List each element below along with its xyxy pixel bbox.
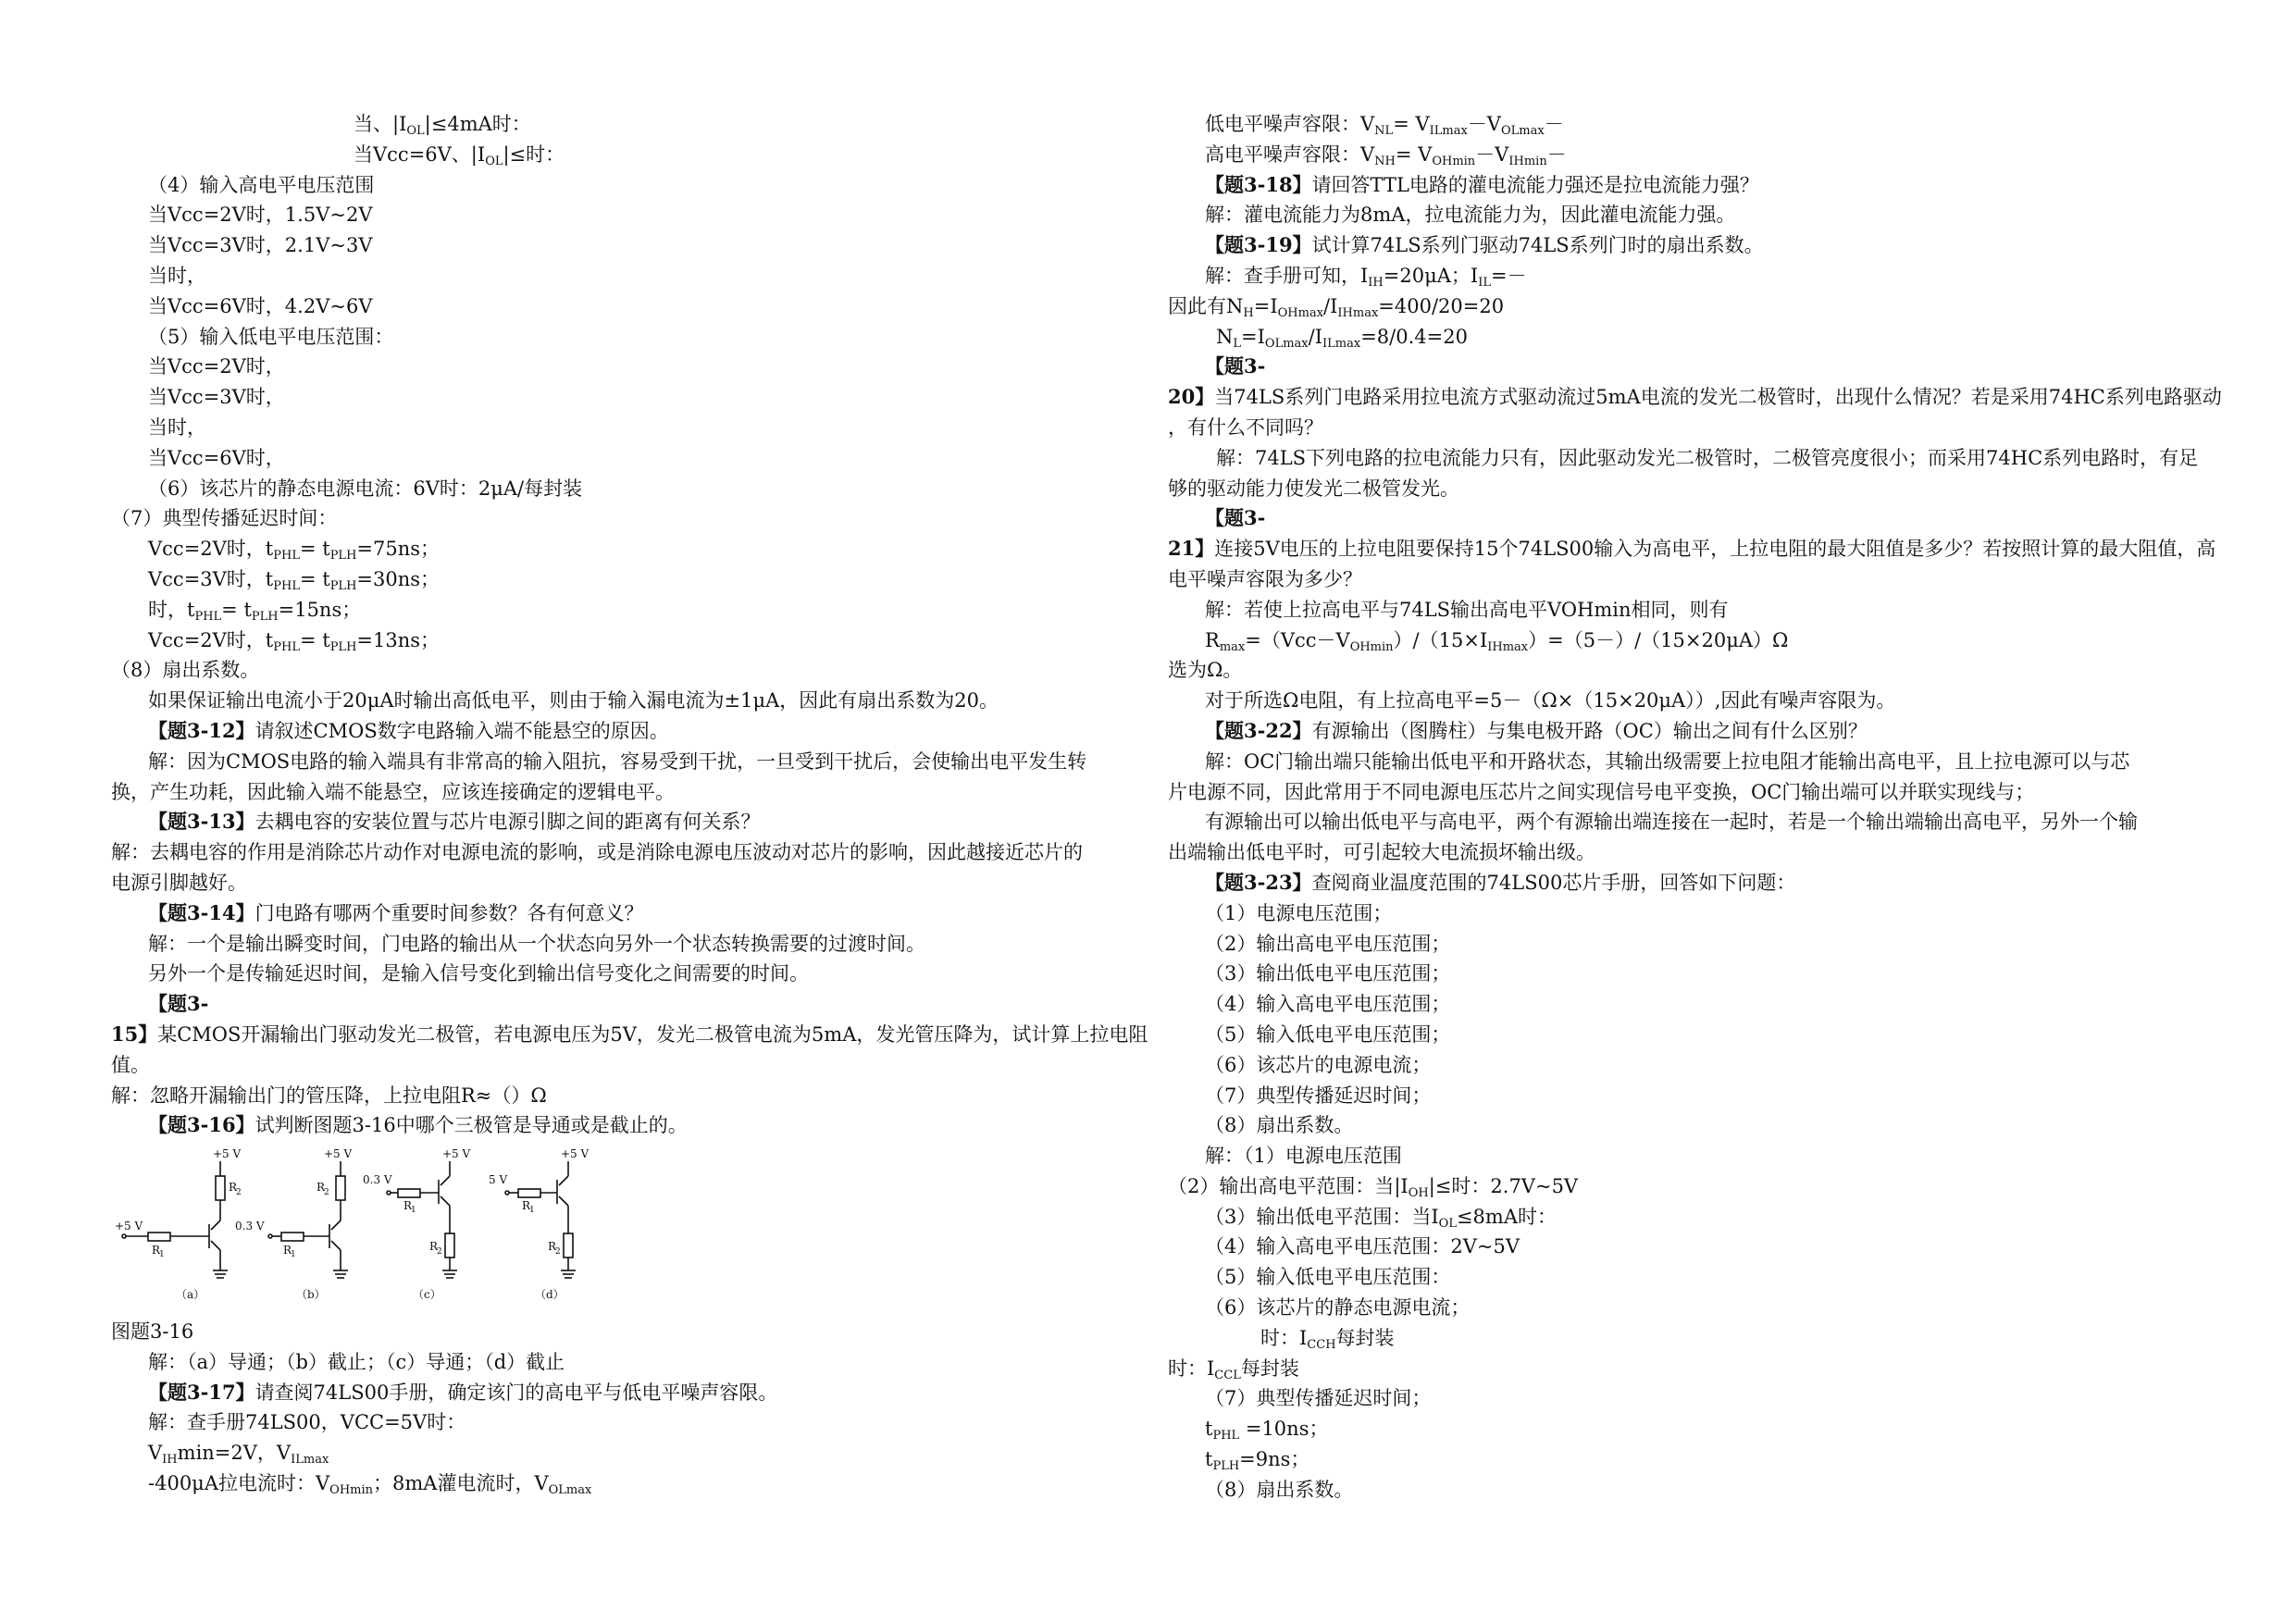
text-run: 解：灌电流能力为8mA，拉电流能力为，因此灌电流能力强。 [1205, 204, 1736, 227]
text-run: － [1546, 142, 1567, 166]
text-line [1168, 595, 2204, 626]
text-run: /I [1308, 325, 1322, 348]
input-label-c: 0.3 V [363, 1173, 392, 1187]
subscript: ILmax [1429, 124, 1468, 138]
svg-text:1: 1 [291, 1250, 296, 1260]
text-run: ，有什么不同吗？ [1168, 415, 1323, 439]
subscript: max [1219, 639, 1246, 654]
svg-text:2: 2 [437, 1247, 442, 1258]
text-run: ≤8mA时： [1456, 1205, 1557, 1228]
text-run: =8/0.4=20 [1360, 325, 1468, 348]
question-number: 【题3-22】 [1205, 718, 1312, 742]
text-line [111, 1317, 1138, 1347]
text-run: N [1216, 325, 1234, 348]
text-line [1168, 413, 2204, 443]
text-line [1168, 291, 2204, 322]
text-line [111, 898, 1138, 929]
text-run: 当74LS系列门电路采用拉电流方式驱动流过5mA电流的发光二极管时，出现什么情况？若是采用74HC系列电路驱动 [1214, 386, 2222, 409]
text-run: （2）输出高电平电压范围； [1205, 932, 1451, 955]
text-run: （7）典型传播延迟时间； [1205, 1387, 1432, 1410]
text-line [111, 230, 1138, 261]
left-text-lines [111, 109, 1148, 1141]
text-line [1168, 1171, 2204, 1202]
svg-text:R: R [429, 1240, 439, 1254]
text-run: =400/20=20 [1378, 294, 1505, 317]
text-run: （5）输入低电平电压范围； [1205, 1022, 1451, 1046]
supply-label-b: +5 V [324, 1147, 353, 1161]
text-run: 试判断图题3-16中哪个三极管是导通或是截止的。 [254, 1114, 688, 1137]
text-line [1168, 170, 2204, 201]
text-run: 解：74LS下列电路的拉电流能力只有，因此驱动发光二极管时，二极管亮度很小；而采用74HC系列电路时，有足 [1216, 446, 2199, 469]
subscript: H [1243, 305, 1254, 320]
right-text-lines [1168, 109, 2222, 1505]
text-run: （8）扇出系数。 [1205, 1114, 1354, 1137]
subscript: IL [1478, 275, 1491, 290]
svg-text:R: R [522, 1199, 531, 1213]
subscript: CCL [1214, 1368, 1241, 1382]
text-line [1168, 716, 2204, 747]
subscript: OL [406, 124, 425, 138]
text-line [1168, 837, 2204, 868]
text-run: =20μA；I [1383, 264, 1479, 287]
subscript: IHmax [1487, 639, 1529, 654]
text-run: 门电路有哪两个重要时间参数？各有何意义？ [254, 901, 644, 924]
text-line [1168, 1232, 2204, 1262]
text-line [1168, 1081, 2204, 1111]
text-line [111, 655, 1138, 686]
text-run: =30ns； [356, 567, 441, 590]
text-run: （8）扇出系数。 [1205, 1478, 1354, 1501]
text-line [1168, 1475, 2204, 1505]
subscript: OLmax [1500, 124, 1545, 138]
text-line [1168, 230, 2204, 261]
text-line [1168, 1383, 2204, 1414]
text-run: ）=（5－）/（15×20μA）Ω [1528, 628, 1789, 651]
text-run: 某CMOS开漏输出门驱动发光二极管，若电源电压为5V，发光二极管电流为5mA，发光管压降为，试计算上拉电阻 [157, 1022, 1148, 1046]
text-line [111, 807, 1138, 837]
text-line [111, 1110, 1138, 1141]
text-run: ；8mA灌电流时，V [373, 1472, 549, 1495]
text-line [1168, 1354, 2204, 1384]
supply-label-c: +5 V [442, 1147, 471, 1161]
subscript: NH [1374, 154, 1396, 168]
text-run: 解：因为CMOS电路的输入端具有非常高的输入阻抗，容易受到干扰，一旦受到干扰后，会使输出电平发生转 [148, 750, 1087, 773]
text-line [1168, 1050, 2204, 1081]
text-run: （3）输出低电平电压范围； [1205, 962, 1451, 985]
subscript: OHmin [1432, 154, 1476, 168]
text-line [1168, 655, 2204, 686]
text-line [111, 837, 1138, 868]
text-run: =10ns； [1239, 1418, 1329, 1441]
text-run: （1）电源电压范围； [1205, 901, 1393, 924]
text-line [1168, 382, 2222, 413]
subscript: L [1233, 336, 1242, 351]
svg-text:1: 1 [411, 1206, 416, 1216]
text-run: |≤4mA时： [424, 113, 531, 135]
subscript: IH [162, 1453, 178, 1468]
text-line [111, 352, 1138, 382]
text-line [111, 1347, 1138, 1378]
text-run: 当Vcc=6V、|I [354, 142, 486, 166]
subscript: IHmax [1337, 305, 1379, 320]
text-run: 另外一个是传输延迟时间，是输入信号变化到输出信号变化之间需要的时间。 [148, 962, 809, 985]
text-run: （5）输入低电平电压范围： [1205, 1266, 1451, 1289]
text-run: =13ns； [356, 628, 441, 651]
text-run: min=2V，V [177, 1442, 292, 1465]
text-run: Vcc=3V时，t [148, 567, 274, 590]
svg-text:1: 1 [529, 1206, 535, 1216]
subscript: PHL [194, 609, 222, 624]
text-run: |≤时： [503, 142, 565, 166]
question-number: 【题3-17】 [148, 1380, 255, 1404]
text-line [111, 1081, 1138, 1111]
text-line [1168, 747, 2204, 777]
text-run: =I [1253, 294, 1278, 317]
text-run: 请回答TTL电路的灌电流能力强还是拉电流能力强？ [1311, 173, 1759, 196]
right-column [1168, 109, 2222, 1505]
text-line [1168, 1414, 2204, 1444]
text-line [1168, 1202, 2204, 1233]
text-line [111, 322, 1138, 353]
text-run: 当、|I [354, 113, 407, 135]
subscript: ILmax [1322, 336, 1361, 351]
text-run: Vcc=2V时，t [148, 538, 274, 561]
label-a: （a） [176, 1288, 205, 1302]
text-line [111, 200, 1138, 230]
question-number: 【题3- [1205, 506, 1266, 530]
transistor-circuits-diagram [111, 1141, 639, 1317]
text-line [1168, 534, 2216, 564]
question-number: 【题3- [148, 992, 209, 1016]
text-run: （4）输入高电平电压范围：2V~5V [1205, 1235, 1520, 1258]
text-run: 高电平噪声容限：V [1205, 142, 1375, 166]
text-run: 时：I [1260, 1326, 1308, 1349]
text-line [111, 109, 1138, 140]
text-line [111, 503, 1138, 534]
subscript: ILmax [291, 1453, 329, 1468]
text-run: （2）输出高电平范围：当|I [1168, 1174, 1409, 1197]
text-run: 出端输出低电平时，可引起较大电流损坏输出级。 [1168, 841, 1595, 864]
text-line [111, 170, 1138, 201]
question-number: 【题3-12】 [148, 718, 255, 742]
text-run: 当Vcc=6V时，4.2V~6V [148, 294, 373, 317]
text-run: －V [1475, 142, 1509, 166]
text-line [111, 1020, 1148, 1050]
supply-label-a: +5 V [213, 1147, 242, 1161]
text-run: 低电平噪声容限：V [1205, 113, 1375, 135]
text-line [1168, 626, 2204, 656]
figure-3-16 [111, 1141, 639, 1317]
text-run: 对于所选Ω电阻，有上拉高电平=5－（Ω×（15×20μA））,因此有噪声容限为。 [1205, 689, 1896, 712]
text-run: （6）该芯片的电源电流； [1205, 1053, 1432, 1076]
text-run: 当时， [148, 415, 206, 439]
question-number: 【题3-19】 [1205, 233, 1312, 257]
text-line [1168, 352, 2204, 382]
text-line [111, 868, 1138, 898]
subscript: OHmin [1349, 639, 1394, 654]
question-number: 21】 [1168, 537, 1215, 561]
text-run: 当Vcc=3V时，2.1V~3V [148, 234, 373, 257]
subscript: OLmax [1264, 336, 1309, 351]
text-run: 时，t [148, 598, 195, 621]
svg-text:R: R [316, 1181, 326, 1195]
text-run: = t [299, 567, 330, 590]
question-number: 20】 [1168, 385, 1215, 409]
text-line [111, 595, 1138, 626]
subscript: OH [1408, 1185, 1429, 1200]
text-run: 够的驱动能力使发光二极管发光。 [1168, 477, 1459, 500]
text-line [1168, 959, 2204, 989]
question-number: 【题3-16】 [148, 1113, 255, 1137]
text-run: 请查阅74LS00手册，确定该门的高电平与低电平噪声容限。 [254, 1381, 778, 1404]
svg-text:1: 1 [159, 1250, 165, 1260]
text-run: R [1205, 628, 1220, 651]
text-run: 电平噪声容限为多少？ [1168, 567, 1362, 590]
text-line [1168, 109, 2204, 140]
subscript: PHL [273, 578, 300, 593]
text-line [111, 777, 1138, 808]
text-run: （7）典型传播延迟时间； [1205, 1084, 1432, 1107]
label-b: （b） [296, 1288, 326, 1302]
circuit-c [363, 1147, 471, 1301]
text-run: =I [1241, 325, 1265, 348]
text-run: （7）典型传播延迟时间： [111, 507, 338, 530]
text-line [1168, 1020, 2204, 1050]
circuit-b [235, 1147, 353, 1301]
text-line [111, 261, 1138, 291]
text-line [111, 959, 1138, 989]
text-run: |≤时：2.7V~5V [1428, 1174, 1579, 1197]
text-line [111, 747, 1138, 777]
subscript: IHmin [1508, 154, 1547, 168]
text-run: 当Vcc=3V时， [148, 386, 285, 409]
text-run: （4）输入高电平电压范围 [148, 173, 375, 196]
text-run: V [148, 1442, 163, 1465]
subscript: CCH [1307, 1337, 1336, 1352]
subscript: OHmin [329, 1483, 374, 1498]
text-run: 当Vcc=6V时， [148, 446, 285, 469]
text-line [111, 1468, 1138, 1499]
text-line [1168, 503, 2204, 534]
text-run: 如果保证输出电流小于20μA时输出高低电平，则由于输入漏电流为±1μA，因此有扇出系数为20。 [148, 689, 999, 712]
input-label-a: +5 V [115, 1220, 143, 1233]
text-run: t [1205, 1418, 1213, 1441]
text-line [1168, 1293, 2204, 1323]
question-number: 15】 [111, 1022, 158, 1046]
subscript: PLH [1212, 1459, 1240, 1474]
text-line [1168, 1141, 2204, 1171]
text-line [111, 686, 1138, 716]
input-label-d: 5 V [489, 1173, 508, 1187]
text-run: 每封装 [1335, 1326, 1395, 1349]
text-run: =9ns； [1239, 1448, 1310, 1471]
text-run: 时：I [1168, 1357, 1215, 1380]
text-run: 当Vcc=2V时， [148, 355, 285, 378]
text-line [111, 140, 1138, 170]
circuit-a [115, 1147, 242, 1301]
text-line [1168, 929, 2204, 960]
text-line [1168, 261, 2204, 291]
text-line [111, 382, 1138, 413]
supply-label-d: +5 V [561, 1147, 590, 1161]
text-run: 解：去耦电容的作用是消除芯片动作对电源电流的影响，或是消除电源电压波动对芯片的影响，因此越接近芯片的 [111, 841, 1083, 864]
text-run: =15ns； [278, 598, 362, 621]
text-run: －V [1467, 113, 1501, 135]
subscript: OL [1438, 1216, 1457, 1231]
text-run: 查阅商业温度范围的74LS00芯片手册，回答如下问题： [1311, 871, 1796, 894]
text-line [1168, 443, 2204, 474]
text-run: 有源输出（图腾柱）与集电极开路（OC）输出之间有什么区别？ [1311, 719, 1868, 742]
text-run: -400μA拉电流时：V [148, 1472, 330, 1495]
text-run: = t [299, 538, 330, 561]
text-run: 因此有N [1168, 294, 1244, 317]
text-line [1168, 140, 2204, 170]
text-run: 解：忽略开漏输出门的管压降，上拉电阻R≈（）Ω [111, 1084, 547, 1107]
subscript: PHL [273, 639, 300, 654]
subscript: PLH [329, 639, 357, 654]
text-run: 值。 [111, 1053, 150, 1076]
text-run: （8）扇出系数。 [111, 659, 260, 682]
text-line [111, 626, 1138, 656]
text-run: =－ [1491, 264, 1527, 287]
text-run: 解：一个是输出瞬变时间，门电路的输出从一个状态向另外一个状态转换需要的过渡时间。 [148, 932, 925, 955]
text-run: 当Vcc=2V时，1.5V~2V [148, 204, 373, 227]
text-run: = t [221, 598, 252, 621]
text-run: =75ns； [356, 538, 441, 561]
text-run: ）/（15×I [1393, 628, 1488, 651]
text-line [1168, 868, 2204, 898]
text-line [111, 989, 1138, 1020]
text-line [1168, 474, 2204, 504]
subscript: PLH [329, 549, 357, 564]
text-line [111, 716, 1138, 747]
text-line [111, 929, 1138, 960]
text-line [1168, 807, 2204, 837]
text-run: 解：（a）导通；（b）截止；（c）导通；（d）截止 [148, 1350, 565, 1373]
text-run: /I [1323, 294, 1338, 317]
text-line [1168, 777, 2204, 808]
text-run: 解：查手册可知，I [1205, 264, 1369, 287]
input-label-b: 0.3 V [235, 1220, 265, 1233]
svg-text:2: 2 [236, 1188, 242, 1198]
text-line [111, 413, 1138, 443]
circuit-d [489, 1147, 590, 1301]
text-run: 去耦电容的安装位置与芯片电源引脚之间的距离有何关系？ [254, 811, 761, 834]
question-number: 【题3-23】 [1205, 870, 1312, 894]
text-run: 解：（1）电源电压范围 [1205, 1145, 1402, 1168]
left-column [111, 109, 1148, 1499]
left-text-after-figure [111, 1317, 1138, 1499]
text-run: 请叙述CMOS数字电路输入端不能悬空的原因。 [254, 719, 669, 742]
question-number: 【题3-18】 [1205, 172, 1312, 196]
svg-text:R: R [152, 1244, 161, 1258]
question-number: 【题3-14】 [148, 900, 255, 924]
label-c: （c） [413, 1288, 441, 1302]
text-run: － [1544, 113, 1564, 135]
text-run: （6）该芯片的静态电源电流； [1205, 1296, 1471, 1319]
subscript: PHL [273, 549, 300, 564]
text-line [111, 1407, 1138, 1438]
text-run: 每封装 [1240, 1357, 1299, 1380]
text-run: 图题3-16 [111, 1320, 194, 1344]
text-line [1168, 898, 2204, 929]
subscript: PLH [329, 578, 357, 593]
text-line [111, 443, 1138, 474]
text-line [111, 1378, 1138, 1408]
text-run: （5）输入低电平电压范围： [148, 325, 394, 348]
text-run: Vcc=2V时，t [148, 628, 274, 651]
text-line [1168, 200, 2204, 230]
text-run: = V [1393, 113, 1430, 135]
text-run: 选为Ω。 [1168, 659, 1243, 682]
label-d: （d） [535, 1288, 565, 1302]
text-run: =（Vcc－V [1245, 628, 1350, 651]
text-run: （4）输入高电平电压范围； [1205, 993, 1451, 1016]
text-run: 电源引脚越好。 [111, 871, 247, 894]
text-line [111, 474, 1138, 504]
question-number: 【题3-13】 [148, 810, 255, 834]
subscript: OL [485, 154, 503, 168]
svg-text:2: 2 [324, 1188, 329, 1198]
text-line [1168, 322, 2204, 353]
svg-text:R: R [548, 1240, 557, 1254]
subscript: IH [1368, 275, 1384, 290]
text-line [1168, 1262, 2204, 1293]
text-run: t [1205, 1448, 1213, 1471]
subscript: OHmax [1277, 305, 1324, 320]
subscript: NL [1374, 124, 1394, 138]
text-run: （3）输出低电平范围：当I [1205, 1205, 1439, 1228]
text-run: （6）该芯片的静态电源电流：6V时：2μA/每封装 [148, 477, 583, 500]
text-line [1168, 1323, 2204, 1354]
svg-text:R: R [403, 1199, 413, 1213]
text-run: 解：查手册74LS00，VCC=5V时： [148, 1411, 466, 1434]
text-run: 片电源不同，因此常用于不同电源电压芯片之间实现信号电平变换，OC门输出端可以并联实现线与； [1168, 780, 2035, 803]
subscript: PLH [251, 609, 279, 624]
question-number: 【题3- [1205, 354, 1266, 378]
text-run: 解：若使上拉高电平与74LS输出高电平VOHmin相同，则有 [1205, 598, 1729, 621]
text-line [1168, 686, 2204, 716]
text-line [111, 291, 1138, 322]
text-line [111, 1050, 1138, 1081]
subscript: OLmax [548, 1483, 592, 1498]
text-run: 当时， [148, 264, 206, 287]
text-line [1168, 1110, 2204, 1141]
text-run: 试计算74LS系列门驱动74LS系列门时的扇出系数。 [1311, 234, 1764, 257]
text-line [1168, 564, 2204, 595]
subscript: PHL [1212, 1429, 1240, 1443]
text-line [111, 1438, 1138, 1468]
text-run: 解：OC门输出端只能输出低电平和开路状态，其输出级需要上拉电阻才能输出高电平，且上拉电源可以与芯 [1205, 750, 2130, 773]
text-run: 有源输出可以输出低电平与高电平，两个有源输出端连接在一起时，若是一个输出端输出高电平，另外一个输 [1205, 811, 2138, 834]
text-run: 换，产生功耗，因此输入端不能悬空，应该连接确定的逻辑电平。 [111, 780, 675, 803]
text-run: 连接5V电压的上拉电阻要保持15个74LS00输入为高电平，上拉电阻的最大阻值是多少？若按照计算的最大阻值，高 [1214, 538, 2216, 561]
text-line [1168, 1444, 2204, 1475]
text-line [111, 534, 1138, 564]
r2-label-a: R [229, 1181, 238, 1195]
text-run: = V [1395, 142, 1433, 166]
svg-text:R: R [283, 1244, 292, 1258]
text-run: = t [299, 628, 330, 651]
text-line [111, 564, 1138, 595]
svg-text:2: 2 [555, 1247, 561, 1258]
text-line [1168, 989, 2204, 1020]
